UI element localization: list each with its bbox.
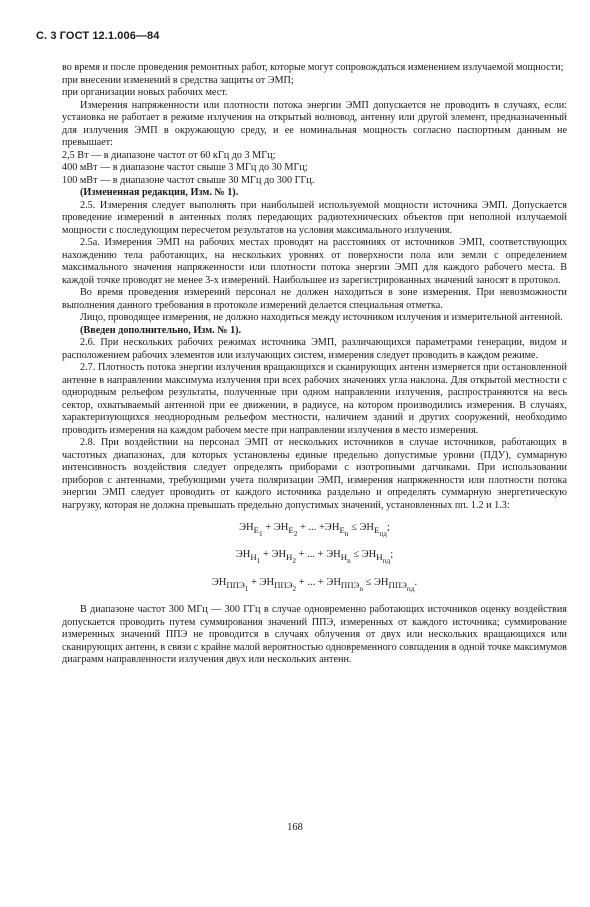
formula-ppe: $ЭН_{ППЭ_1} + ЭН_{ППЭ_2}$ + ... + $ЭН_{ППЭ_n} \le ЭН_{ППЭ_{пд}}$. [211, 576, 418, 593]
paragraph: при организации новых рабочих мест. [62, 87, 228, 98]
paragraph: Во время проведения измерений персонал не должен находиться в зоне измерения. При невозможности выполнения данного требования в протоколе измерений делается специальная отметка. [62, 287, 567, 311]
paragraph: во время и после проведения ремонтных работ, которые могут сопровождаться изменением излучаемой мощности; [62, 62, 564, 73]
page-header: С. 3 ГОСТ 12.1.006—84 [36, 30, 160, 42]
paragraph: 2.5а. Измерения ЭМП на рабочих местах проводят на расстояниях от источников ЭМП, соответствующих нахождению тела работающих, на нескольких уровнях от поверхности пола или земли с определением максимального значения напряженности или плотности потока энергии ЭМП для каждого рабочего места. В каждой точке проводят не менее 3-х измерений. Наибольшее из зарегистрированных значений заносят в протокол. [62, 237, 567, 286]
document-body [62, 62, 567, 667]
paragraph: 400 мВт — в диапазоне частот свыше 3 МГц до 30 МГц; [62, 162, 308, 173]
paragraph: 2,5 Вт — в диапазоне частот от 60 кГц до 3 МГц; [62, 149, 276, 161]
paragraph: Измерения напряженности или плотности потока энергии ЭМП допускается не проводить в случаях, если: установка не работает в режиме излучения на открытый волновод, антенну или другой элемент, предназначенный для излучения ЭМП в окружающую среду, и ее номинальная мощность согласно паспортным данным не превышает: [62, 99, 567, 148]
paragraph: 2.7. Плотность потока энергии излучения вращающихся и сканирующих антенн измеряется при остановленной антенне в направлении максимума излучения при всех рабочих значениях угла наклона. Для открытой местности с однородным рельефом результаты, полученные при одном направлении излучения, распространяются на весь сектор, охватываемый антенной при ее движении, в радиусе, на котором производились измерения. В случаях, характеризующихся неоднородным рельефом местности, наличием зданий и других сооружений, необходимо проводить измерения на каждом рабочем месте при направлении излучения в место измерения. [62, 362, 567, 436]
paragraph: 100 мВт — в диапазоне частот свыше 30 МГц до 300 ГГц. [62, 174, 315, 186]
amendment-note: (Введен дополнительно, Изм. № 1). [80, 324, 242, 336]
paragraph: 2.6. При нескольких рабочих режимах источника ЭМП, различающихся параметрами генерации, видом и расположением рабочих элементов или излучающих систем, измерения следует проводить в каждом режиме. [62, 337, 567, 361]
formula-h: $ЭН_{H_1} + ЭН_{H_2}$ + ... + $ЭН_{H_n} \le ЭН_{H_{пд}}$; [235, 549, 394, 566]
paragraph: при внесении изменений в средства защиты от ЭМП; [62, 74, 294, 86]
paragraph: Лицо, проводящее измерения, не должно находиться между источником излучения и измерительной антенной. [80, 312, 563, 323]
formula-e: $ЭН_{E_1} + ЭН_{E_2}$ + ... $+ЭН_{E_n} \le ЭН_{E_{пд}}$; [239, 522, 390, 538]
amendment-note: (Измененная редакция, Изм. № 1). [80, 187, 239, 198]
paragraph: 2.5. Измерения следует выполнять при наибольшей используемой мощности источника ЭМП. Допускается проведение измерений в антенных полях передающих радиотехнических объектов при неполной излучаемой мощности с последующим пересчетом результатов на условия максимального излучения. [62, 199, 567, 236]
paragraph: 2.8. При воздействии на персонал ЭМП от нескольких источников в случае источников, работающих в частотных диапазонах, для которых установлены единые предельно допустимые уровни (ПДУ), суммарную интенсивность воздействия следует определять приборами с изотропными датчиками. При использовании приборов с антеннами, требующими учета поляризации ЭМП, измерения напряженности или плотности потока энергии ЭМП следует проводить от каждого источника раздельно и определять суммарную энергетическую нагрузку, которая не должна превышать предельно допустимых значений, установленных пп. 1.2 и 1.3: [62, 437, 567, 511]
page-number: 168 [287, 822, 303, 833]
paragraph: В диапазоне частот 300 МГц — 300 ГГц в случае одновременно работающих источников оценку воздействия допускается проводить путем суммирования значений ППЭ, измеренных от каждого источника; суммирование измеренных значений ППЭ не проводится в случаях облучения от двух или нескольких вращающихся или сканирующих антенн, в связи с крайне малой вероятностью одновременного совпадения в одной точке максимумов диаграмм направленности излучения двух или нескольких антенн. [62, 604, 567, 666]
